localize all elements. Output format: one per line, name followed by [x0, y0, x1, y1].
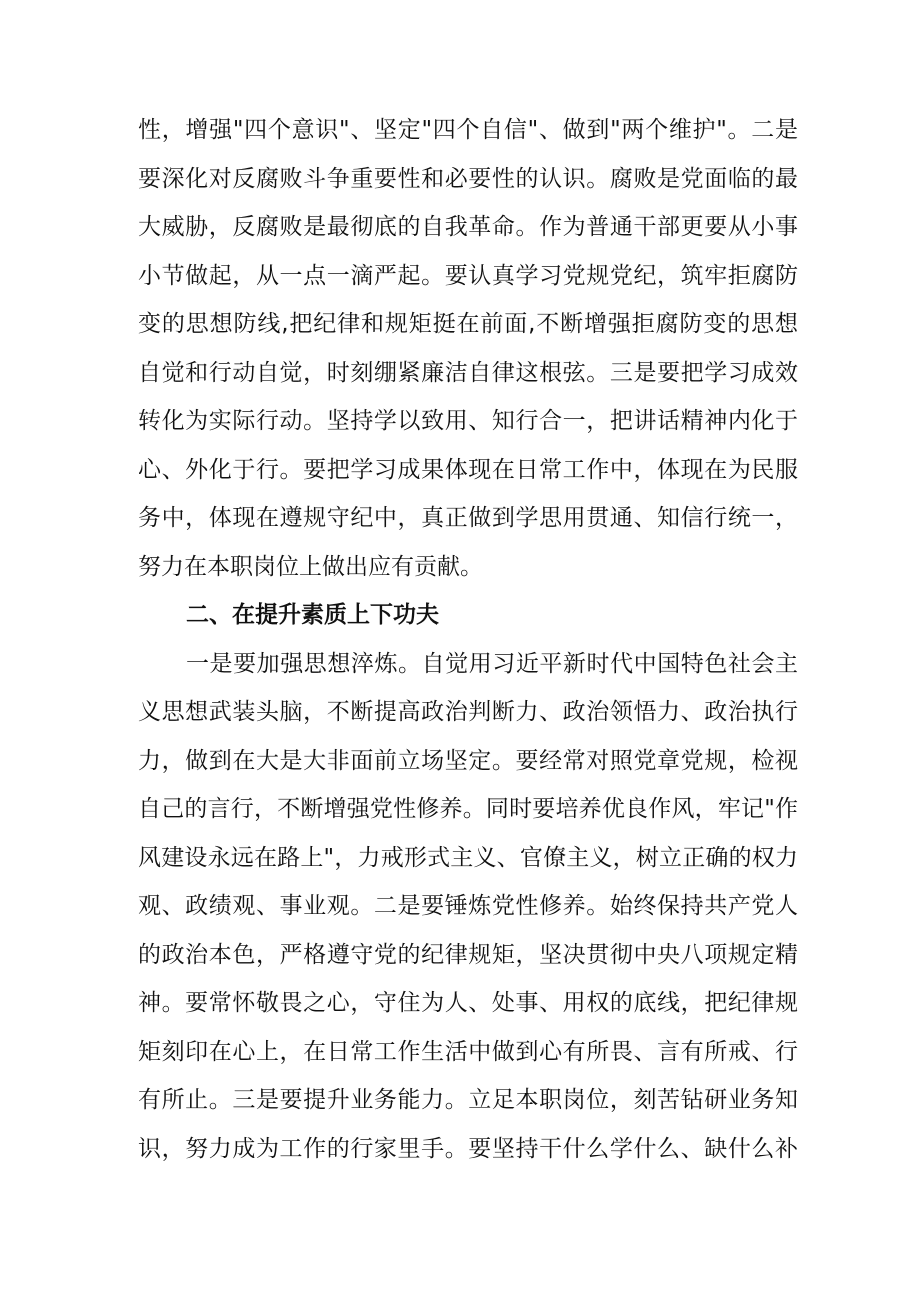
- document-body: [138, 106, 798, 1173]
- text-line: 识，努力成为工作的行家里手。要坚持干什么学什么、缺什么补: [138, 1135, 798, 1162]
- text-line: 观、政绩观、事业观。二是要锤炼党性修养。始终保持共产党人: [138, 893, 798, 919]
- text-line: 务中，体现在遵规守纪中，真正做到学思用贯通、知信行统一，: [138, 505, 798, 531]
- text-line: 性，增强"四个意识"、坚定"四个自信"、做到"两个维护"。二是: [138, 117, 798, 143]
- text-line: 小节做起，从一点一滴严起。要认真学习党规党纪，筑牢拒腐防: [138, 262, 798, 289]
- text-line: 心、外化于行。要把学习成果体现在日常工作中，体现在为民服: [138, 456, 798, 483]
- text-line: 要深化对反腐败斗争重要性和必要性的认识。腐败是党面临的最: [138, 165, 798, 192]
- text-line: 神。要常怀敬畏之心，守住为人、处事、用权的底线，把纪律规: [138, 990, 798, 1016]
- text-line: 转化为实际行动。坚持学以致用、知行合一，把讲话精神内化于: [138, 408, 798, 434]
- text-line: 一是要加强思想淬炼。自觉用习近平新时代中国特色社会主: [186, 650, 798, 677]
- text-line: 力，做到在大是大非面前立场坚定。要经常对照党章党规，检视: [138, 747, 798, 774]
- text-line: 变的思想防线,把纪律和规矩挺在前面,不断增强拒腐防变的思想: [138, 311, 798, 337]
- text-line: 自己的言行，不断增强党性修养。同时要培养优良作风，牢记"作: [138, 796, 798, 822]
- text-line: 自觉和行动自觉，时刻绷紧廉洁自律这根弦。三是要把学习成效: [138, 359, 798, 386]
- text-line: 努力在本职岗位上做出应有贡献。: [138, 553, 483, 580]
- section-heading: 二、在提升素质上下功夫: [186, 602, 439, 628]
- text-line: 的政治本色，严格遵守党的纪律规矩，坚决贯彻中央八项规定精: [138, 941, 798, 968]
- text-line: 义思想武装头脑，不断提高政治判断力、政治领悟力、政治执行: [138, 699, 798, 725]
- text-line: 大威胁，反腐败是最彻底的自我革命。作为普通干部更要从小事: [138, 214, 798, 240]
- text-line: 有所止。三是要提升业务能力。立足本职岗位，刻苦钻研业务知: [138, 1087, 798, 1113]
- text-line: 矩刻印在心上，在日常工作生活中做到心有所畏、言有所戒、行: [138, 1038, 798, 1065]
- text-line: 风建设永远在路上"，力戒形式主义、官僚主义，树立正确的权力: [138, 844, 798, 871]
